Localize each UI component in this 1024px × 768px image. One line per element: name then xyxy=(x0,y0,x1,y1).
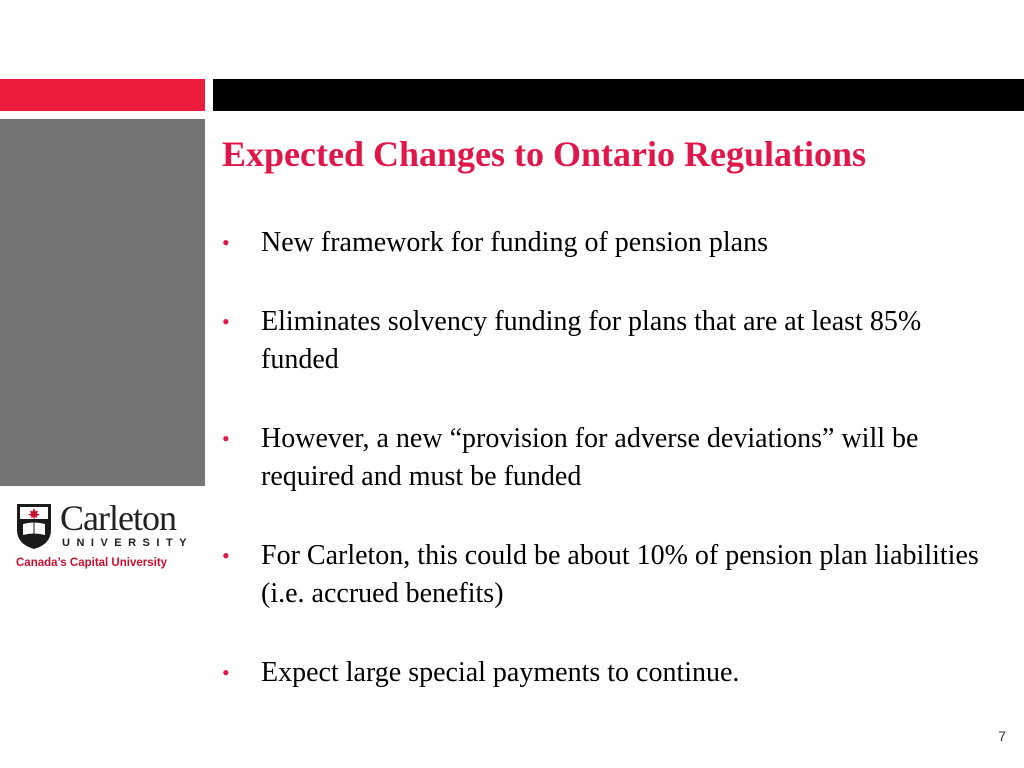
header-black-bar xyxy=(213,79,1024,111)
header-red-bar xyxy=(0,79,205,111)
side-gray-panel xyxy=(0,119,205,486)
bullet-icon: • xyxy=(222,543,230,568)
crest-icon xyxy=(14,502,54,550)
logo-tagline: Canada’s Capital University xyxy=(16,557,168,569)
bullet-item xyxy=(220,654,990,692)
bullet-item xyxy=(220,537,990,613)
bullet-text: Expect large special payments to continue. xyxy=(261,657,740,688)
bullet-icon: • xyxy=(222,230,230,255)
carleton-logo xyxy=(14,500,194,572)
bullet-text: New framework for funding of pension plans xyxy=(261,227,768,258)
bullet-icon: • xyxy=(222,660,230,685)
bullet-list xyxy=(220,224,990,733)
bullet-text: However, a new “provision for adverse deviations” will be required and must be funded xyxy=(261,423,919,492)
bullet-icon: • xyxy=(222,309,230,334)
bullet-item xyxy=(220,420,990,496)
logo-university-label: UNIVERSITY xyxy=(62,537,194,549)
slide-title: Expected Changes to Ontario Regulations xyxy=(222,134,867,174)
bullet-icon: • xyxy=(222,426,230,451)
bullet-text: For Carleton, this could be about 10% of pension plan liabilities (i.e. accrued benefits) xyxy=(261,540,979,609)
bullet-text: Eliminates solvency funding for plans that are at least 85% funded xyxy=(261,306,922,375)
page-number: 7 xyxy=(998,728,1006,744)
bullet-item xyxy=(220,303,990,379)
bullet-item xyxy=(220,224,990,262)
logo-wordmark: Carleton xyxy=(60,498,176,538)
